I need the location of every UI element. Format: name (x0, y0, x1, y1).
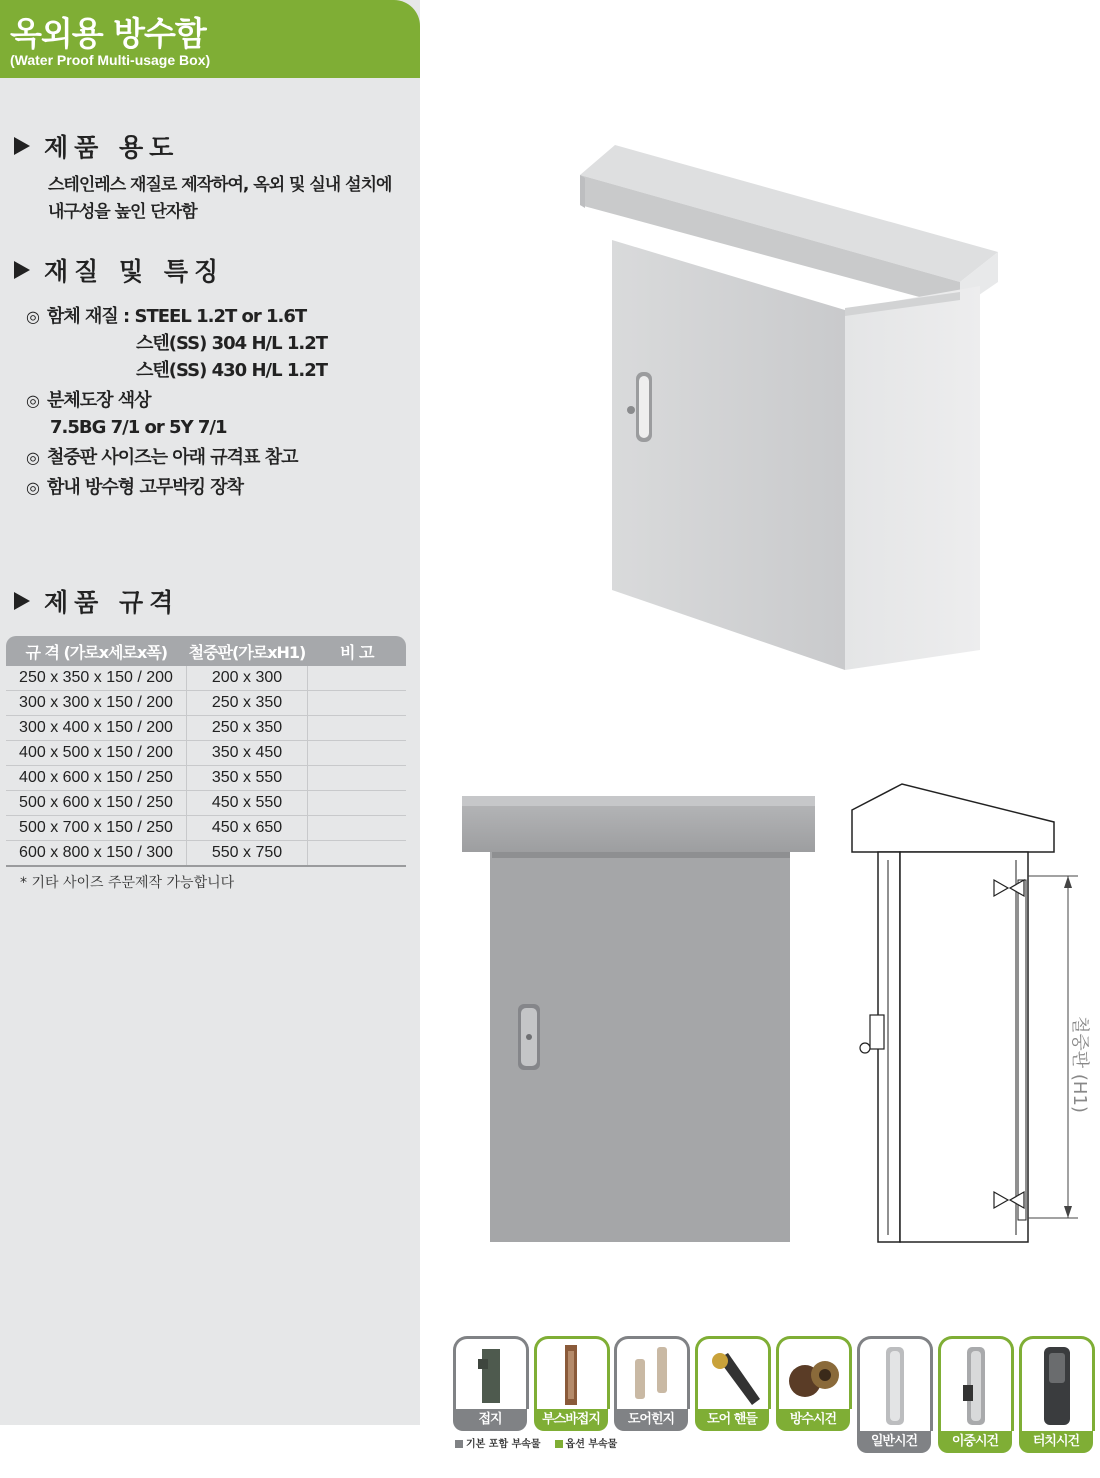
feature-material-line2: 스텐(SS) 304 H/L 1.2T (136, 333, 327, 354)
section-usage-heading: 제품 용도 (14, 128, 179, 164)
accessory-ground: 접지 (453, 1336, 527, 1431)
product-3d-image (520, 130, 1010, 690)
feature-color: ◎ 분체도장 색상 (26, 390, 151, 411)
table-row: 400 x 600 x 150 / 250 350 x 550 (6, 766, 406, 791)
accessory-busbar-ground: 부스바접지 (534, 1336, 608, 1431)
table-row: 500 x 600 x 150 / 250 450 x 550 (6, 791, 406, 816)
product-front-image (460, 792, 820, 1248)
accessory-door-hinge: 도어힌지 (614, 1336, 688, 1431)
side-view-drawing (848, 780, 1098, 1250)
feature-plate-size: ◎ 철중판 사이즈는 아래 규격표 참고 (26, 447, 298, 468)
accessory-general-lock: 일반시건 (857, 1336, 931, 1453)
table-row: 400 x 500 x 150 / 200 350 x 450 (6, 741, 406, 766)
feature-color-line2: 7.5BG 7/1 or 5Y 7/1 (50, 417, 227, 438)
accessory-waterproof-lock: 방수시건 (776, 1336, 850, 1431)
triangle-icon (14, 137, 30, 155)
table-row: 600 x 800 x 150 / 300 550 x 750 (6, 841, 406, 867)
touch-lock-icon (1022, 1339, 1092, 1431)
page-title: 옥외용 방수함 (10, 14, 206, 53)
option-legend-swatch (555, 1440, 563, 1448)
accessory-touch-lock: 터치시건 (1019, 1336, 1093, 1453)
page-subtitle: (Water Proof Multi-usage Box) (10, 52, 211, 68)
general-lock-icon (860, 1339, 930, 1431)
table-row: 300 x 300 x 150 / 200 250 x 350 (6, 691, 406, 716)
usage-description: 스테인레스 재질로 제작하여, 옥외 및 실내 설치에 내구성을 높인 단자함 (48, 175, 392, 222)
title-bar (0, 0, 420, 78)
section-spec-heading: 제품 규격 (14, 583, 179, 619)
feature-material-line3: 스텐(SS) 430 H/L 1.2T (136, 360, 327, 381)
accessory-door-handle: 도어 핸들 (695, 1336, 769, 1431)
bullet-icon: ◎ (26, 478, 39, 497)
dimension-label: 철중판 (H1) (1069, 1016, 1090, 1113)
table-row: 300 x 400 x 150 / 200 250 x 350 (6, 716, 406, 741)
spec-table (6, 636, 406, 867)
bullet-icon: ◎ (26, 391, 39, 410)
table-row: 250 x 350 x 150 / 200 200 x 300 (6, 666, 406, 691)
bullet-icon: ◎ (26, 448, 39, 467)
spec-note: * 기타 사이즈 주문제작 가능합니다 (20, 875, 235, 891)
lock-icon (779, 1339, 849, 1409)
ground-icon (456, 1339, 526, 1409)
busbar-icon (537, 1339, 607, 1409)
table-row: 500 x 700 x 150 / 250 450 x 650 (6, 816, 406, 841)
spec-header-note: 비 고 (308, 636, 407, 666)
feature-packing: ◎ 함내 방수형 고무박킹 장착 (26, 477, 244, 498)
accessory-double-lock: 이중시건 (938, 1336, 1012, 1453)
basic-legend-swatch (455, 1440, 463, 1448)
triangle-icon (14, 592, 30, 610)
handle-icon (698, 1339, 768, 1409)
spec-header-plate: 철중판(가로xH1) (187, 636, 308, 666)
bullet-icon: ◎ (26, 307, 39, 326)
hinge-icon (617, 1339, 687, 1409)
feature-material: ◎ 함체 재질 : STEEL 1.2T or 1.6T (26, 306, 307, 327)
double-lock-icon (941, 1339, 1011, 1431)
spec-header-size: 규 격 (가로x세로x폭) (6, 636, 187, 666)
triangle-icon (14, 261, 30, 279)
accessory-legend: 기본 포함 부속물 옵션 부속물 (455, 1435, 617, 1450)
section-material-heading: 재질 및 특징 (14, 252, 224, 288)
